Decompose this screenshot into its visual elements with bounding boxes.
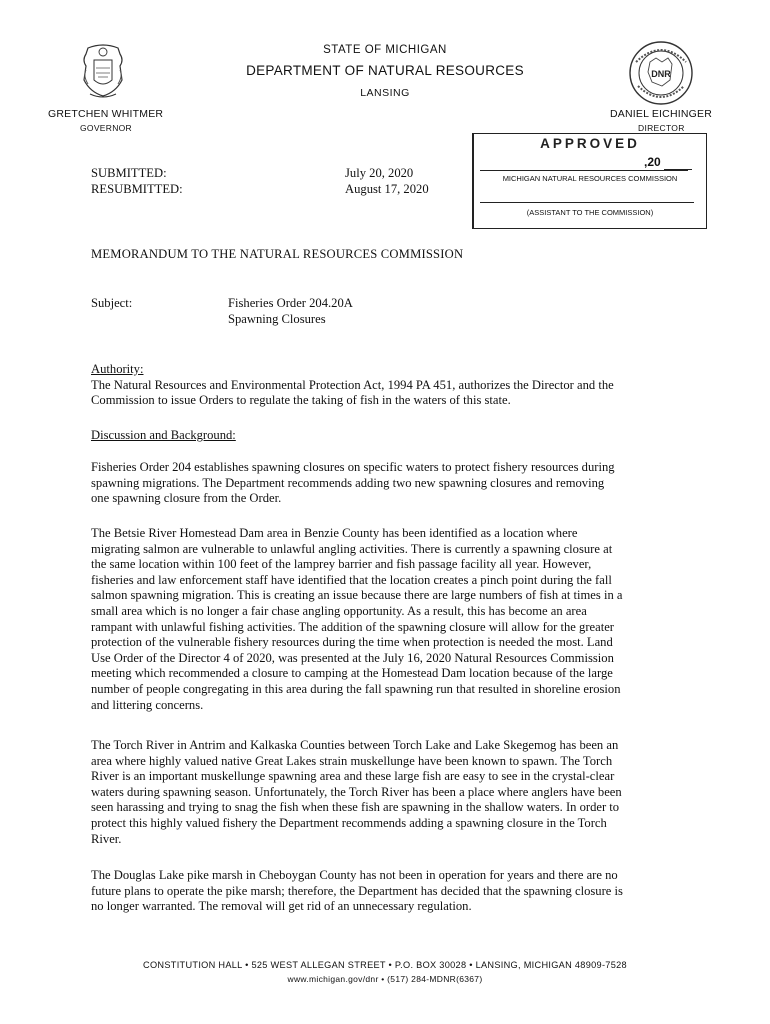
- submitted-date: July 20, 2020: [345, 166, 414, 180]
- paragraph-line: protect this highly valued fishery the Department recommends adding a spawning closure in the Torch: [91, 815, 607, 830]
- memo-title: MEMORANDUM TO THE NATURAL RESOURCES COMMISSION: [91, 247, 464, 261]
- subject-line-2: Spawning Closures: [228, 311, 326, 326]
- dnr-seal-text: DNR: [651, 69, 671, 79]
- authority-section: [91, 362, 691, 409]
- paragraph-line: The Betsie River Homestead Dam area in Benzie County has been identified as a location where: [91, 526, 578, 540]
- approval-year-prefix: ,20: [644, 155, 661, 169]
- paragraph-line: meeting which recommended a closure to camping at the Homestead Dam location because of the large: [91, 666, 613, 681]
- paragraph-line: Fisheries Order 204 establishes spawning closures on specific waters to protect fishery resources during: [91, 460, 615, 474]
- authority-line: The Natural Resources and Environmental Protection Act, 1994 PA 451, authorizes the Director and the: [91, 377, 614, 392]
- signature-line: [480, 202, 694, 203]
- paragraph-line: The Douglas Lake pike marsh in Cheboygan County has not been in operation for years and there are no: [91, 868, 618, 882]
- submitted-label: SUBMITTED:: [91, 166, 167, 180]
- paragraph-line: seen harassing and trying to snag the fish when these fish are spawning in the shallow waters. In order to: [91, 800, 620, 815]
- paragraph-line: The Torch River in Antrim and Kalkaska Counties between Torch Lake and Lake Skegemog has been an: [91, 738, 619, 752]
- paragraph-line: River is an important muskellunge spawning area and these large fish are easy to see in the crystal-clear: [91, 769, 615, 784]
- governor-name: GRETCHEN WHITMER: [48, 108, 164, 120]
- paragraph-overview: [91, 460, 691, 507]
- subject-label: Subject:: [91, 296, 133, 310]
- approved-heading: APPROVED: [540, 136, 640, 151]
- footer-address: CONSTITUTION HALL • 525 WEST ALLEGAN STREET • P.O. BOX 30028 • LANSING, MICHIGAN 48909-7528: [143, 960, 627, 970]
- paragraph-line: waters during spawning season. Unfortunately, the Torch River has been a place where anglers have been: [91, 784, 622, 799]
- director-title: DIRECTOR: [638, 123, 685, 133]
- paragraph-line: salmon spawning migration. This is creating an issue because there are large numbers of fish at times in a: [91, 588, 623, 603]
- submission-labels: [91, 166, 183, 197]
- paragraph-line: area where highly valued native Great Lakes strain muskellunge have been known to spawn. The Torch: [91, 753, 613, 768]
- paragraph-line: small area which is no longer a fair chase angling opportunity. As a result, this has become an area: [91, 603, 587, 618]
- subject-value: [228, 296, 353, 327]
- resubmitted-date: August 17, 2020: [345, 181, 429, 196]
- department-title: DEPARTMENT OF NATURAL RESOURCES: [246, 63, 524, 78]
- paragraph-line: River.: [91, 831, 122, 846]
- authority-line: Commission to issue Orders to regulate the taking of fish in the waters of this state.: [91, 393, 511, 408]
- director-name: DANIEL EICHINGER: [610, 108, 712, 120]
- assistant-label: (ASSISTANT TO THE COMMISSION): [526, 208, 654, 217]
- approval-year-line: [664, 169, 692, 170]
- paragraph-douglas-lake: [91, 868, 691, 915]
- footer-contact: www.michigan.gov/dnr • (517) 284-MDNR(6367): [287, 974, 483, 984]
- paragraph-line: number of people congregating in this area during the fall spawning run that resulted in shoreline erosion: [91, 681, 621, 696]
- paragraph-line: spawning migrations. The Department recommends adding two new spawning closures and removing: [91, 475, 605, 490]
- paragraph-line: migrating salmon are vulnerable to unlawful angling activities. There is currently a spawning closure at: [91, 541, 613, 556]
- authority-heading: Authority:: [91, 362, 144, 376]
- subject-line-1: Fisheries Order 204.20A: [228, 296, 353, 310]
- paragraph-betsie-river: [91, 526, 691, 713]
- governor-title: GOVERNOR: [80, 123, 132, 133]
- paragraph-line: protection of the vulnerable fishery resources during the time when protection is needed the most. Land: [91, 635, 613, 650]
- paragraph-line: no longer warranted. The removal will get rid of an unnecessary regulation.: [91, 899, 472, 914]
- state-title: STATE OF MICHIGAN: [323, 44, 447, 56]
- paragraph-line: rampant with unlawful fishing activities. The addition of the spawning closure will allow for the greater: [91, 619, 614, 634]
- paragraph-torch-river: [91, 738, 691, 847]
- submission-dates: [345, 166, 429, 197]
- resubmitted-label: RESUBMITTED:: [91, 181, 183, 196]
- approval-box: [472, 133, 707, 229]
- discussion-heading: Discussion and Background:: [91, 428, 236, 442]
- paragraph-line: the same location within 100 feet of the lamprey barrier and fish passage facility all year. However,: [91, 557, 592, 572]
- paragraph-line: future plans to operate the pike marsh; therefore, the Department has decided that the spawning closure is: [91, 883, 623, 898]
- paragraph-line: one spawning closure from the Order.: [91, 491, 282, 506]
- city-title: LANSING: [360, 87, 410, 99]
- paragraph-line: Use Order of the Director 4 of 2020, was presented at the July 16, 2020 Natural Resources Commission: [91, 650, 614, 665]
- paragraph-line: and littering concerns.: [91, 697, 204, 712]
- paragraph-line: fisheries and law enforcement staff have identified that the location creates a pinch point during the fall: [91, 572, 612, 587]
- commission-label: MICHIGAN NATURAL RESOURCES COMMISSION: [502, 174, 678, 183]
